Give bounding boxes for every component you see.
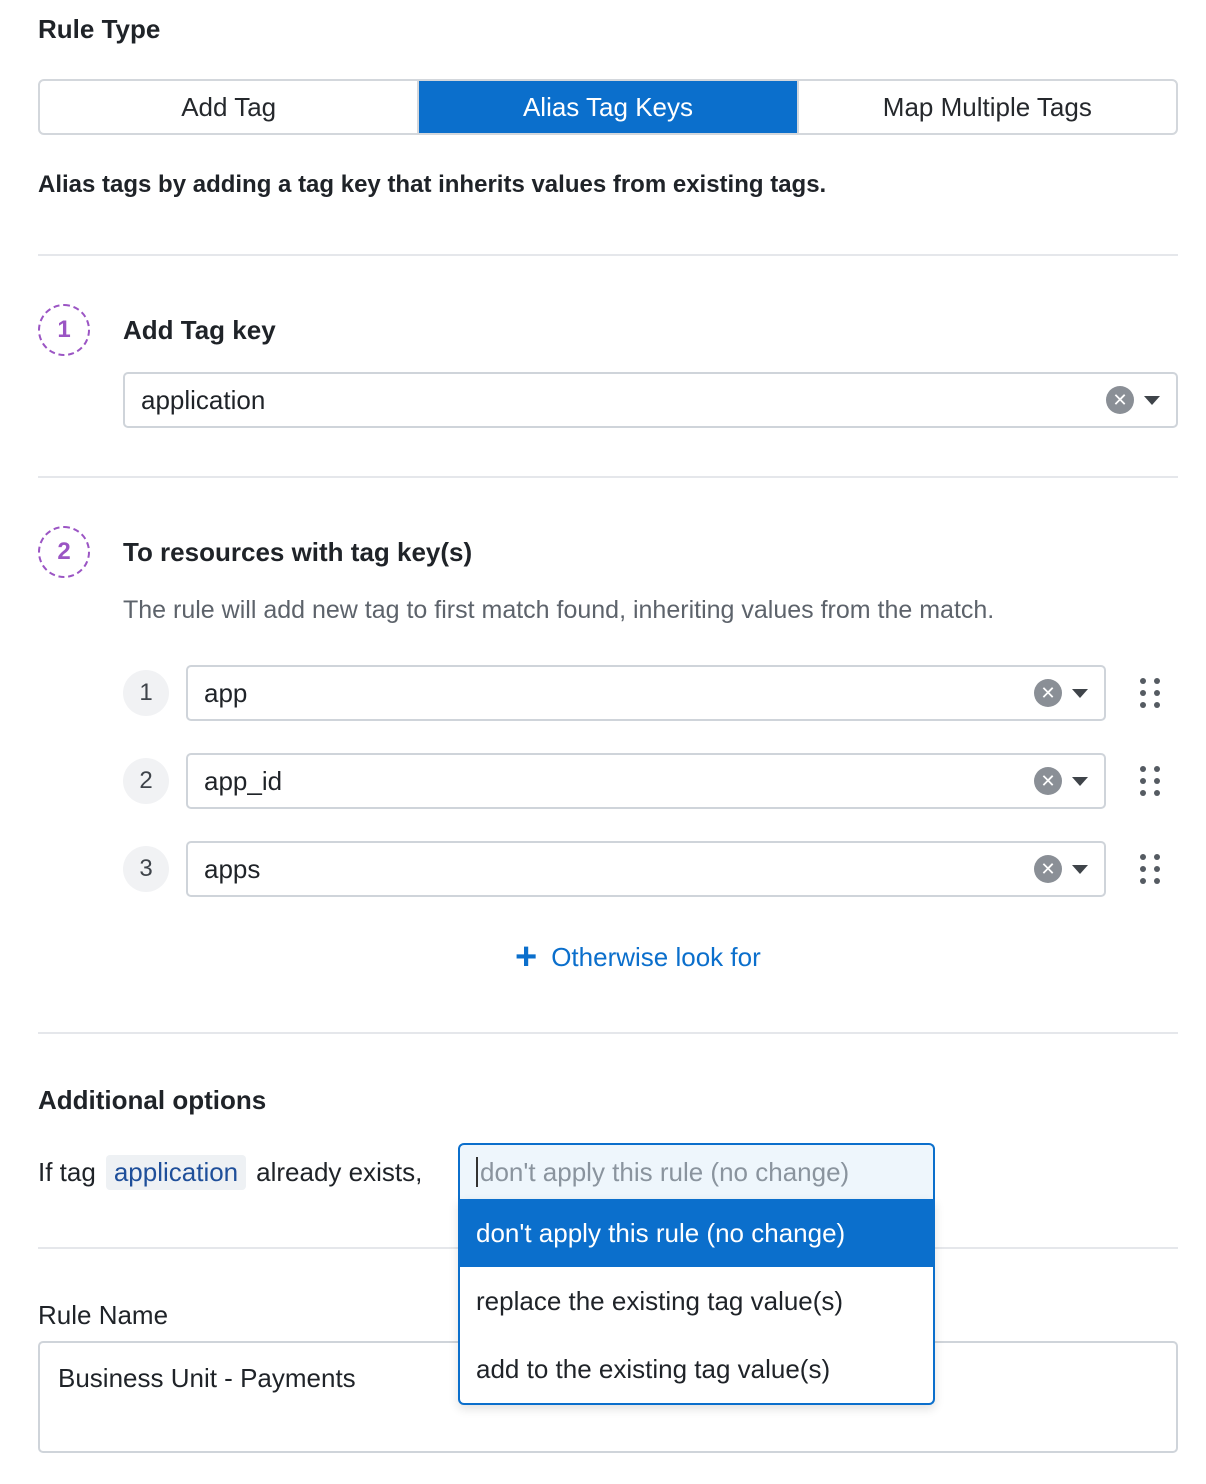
add-tag-key-value: application [141,384,266,415]
chevron-down-icon[interactable] [1072,777,1088,786]
tag-key-value: app_id [204,765,283,796]
tag-chip: application [106,1155,246,1190]
existing-tag-behavior-select[interactable] [458,1143,935,1199]
additional-options-title: Additional options [38,1085,267,1115]
chevron-down-icon[interactable] [1072,689,1088,698]
rule-type-description: Alias tags by adding a tag key that inherits values from existing tags. [38,171,827,198]
clear-icon[interactable]: ✕ [1034,855,1062,883]
step-2-circle: 2 [38,526,90,578]
otherwise-look-for-label: Otherwise look for [551,941,761,972]
rule-type-label: Rule Type [38,14,161,44]
tab-alias-tag-keys[interactable]: Alias Tag Keys [417,81,796,133]
tag-key-select[interactable] [186,841,1106,897]
clear-icon[interactable]: ✕ [1034,767,1062,795]
option-dont-apply[interactable]: don't apply this rule (no change) [460,1199,933,1267]
drag-handle-icon[interactable] [1139,678,1161,708]
step-1-title: Add Tag key [123,315,276,345]
tab-map-multiple-tags[interactable]: Map Multiple Tags [797,81,1176,133]
plus-icon: + [515,936,538,978]
option-replace-existing[interactable]: replace the existing tag value(s) [476,1285,844,1316]
add-tag-key-select[interactable] [123,372,1178,428]
drag-handle-icon[interactable] [1139,766,1161,796]
text-cursor [476,1157,478,1187]
row-index: 1 [123,670,169,716]
if-tag-text: If tag [38,1156,96,1187]
chevron-down-icon[interactable] [1144,396,1160,405]
rule-name-label: Rule Name [38,1300,169,1330]
drag-handle-icon[interactable] [1139,854,1161,884]
select-placeholder: don't apply this rule (no change) [480,1156,850,1187]
option-add-to-existing[interactable]: add to the existing tag value(s) [476,1353,831,1384]
step-2-title: To resources with tag key(s) [123,537,473,567]
step-1-circle: 1 [38,304,90,356]
rule-name-input[interactable]: Business Unit - Payments [38,1341,1178,1453]
row-index: 3 [123,846,169,892]
tag-key-select[interactable] [186,665,1106,721]
clear-icon[interactable]: ✕ [1106,386,1134,414]
step-2-helper-text: The rule will add new tag to first match found, inheriting values from the match. [123,596,995,624]
dropdown-menu [458,1199,935,1405]
tag-key-value: app [204,677,248,708]
divider [38,1032,1178,1034]
clear-icon[interactable]: ✕ [1034,679,1062,707]
otherwise-look-for-button[interactable] [515,938,761,976]
rule-type-segmented-control [38,79,1178,135]
tab-add-tag[interactable]: Add Tag [181,91,277,122]
if-tag-sentence [38,1152,422,1192]
divider [38,476,1178,478]
chevron-down-icon[interactable] [1072,865,1088,874]
divider [38,254,1178,256]
row-index: 2 [123,758,169,804]
already-exists-text: already exists, [256,1156,423,1187]
tag-key-value: apps [204,853,261,884]
tag-key-select[interactable] [186,753,1106,809]
